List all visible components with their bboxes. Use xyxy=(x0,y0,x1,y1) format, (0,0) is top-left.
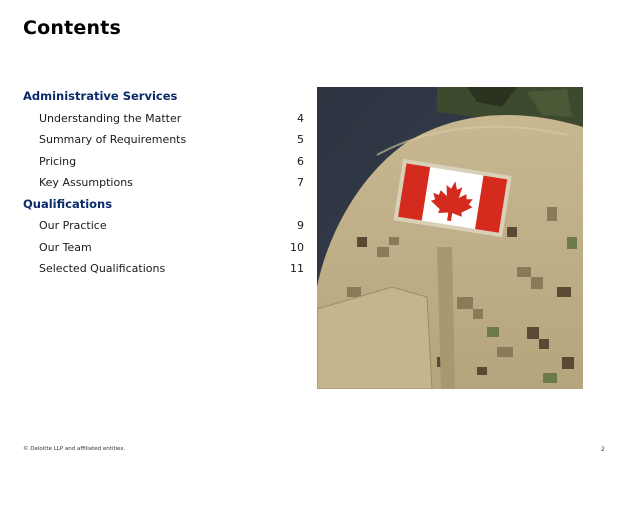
toc-entry-our-practice[interactable] xyxy=(23,215,305,237)
toc-entry-understanding-the-matter[interactable] xyxy=(23,108,305,130)
toc-entry-label: Our Team xyxy=(39,240,92,254)
toc-entry-label: Summary of Requirements xyxy=(39,133,187,146)
footer-page-number: 2 xyxy=(601,446,605,453)
toc-entry-page: 4 xyxy=(297,111,304,125)
toc-entry-label: Selected Qualifications xyxy=(39,262,166,275)
footer-copyright: © Deloitte LLP and affiliated entities. xyxy=(23,446,126,452)
toc-entry-label: Key Assumptions xyxy=(39,176,133,189)
toc-entry-label: Pricing xyxy=(39,154,77,168)
toc-section-administrative-services[interactable]: Administrative Services xyxy=(23,89,178,103)
toc-entry-our-team[interactable] xyxy=(23,237,305,259)
toc-entry-page: 10 xyxy=(290,240,304,254)
toc-entry-page: 5 xyxy=(297,133,304,146)
toc-entry-page: 7 xyxy=(297,176,304,189)
toc-entry-label: Our Practice xyxy=(39,219,107,232)
toc-entry-label: Understanding the Matter xyxy=(39,111,182,125)
toc-entry-summary-of-requirements[interactable] xyxy=(23,129,305,151)
toc-entry-page: 9 xyxy=(297,219,304,232)
toc-entry-key-assumptions[interactable] xyxy=(23,172,305,194)
toc-entry-selected-qualifications[interactable] xyxy=(23,258,305,280)
toc-entry-pricing[interactable] xyxy=(23,151,305,173)
canadian-flag-uniform-photo xyxy=(317,87,583,389)
toc-entry-page: 6 xyxy=(297,154,304,168)
table-of-contents xyxy=(23,86,305,280)
toc-entry-page: 11 xyxy=(290,262,304,275)
toc-section-qualifications[interactable]: Qualifications xyxy=(23,196,113,211)
page-title: Contents xyxy=(23,17,122,39)
